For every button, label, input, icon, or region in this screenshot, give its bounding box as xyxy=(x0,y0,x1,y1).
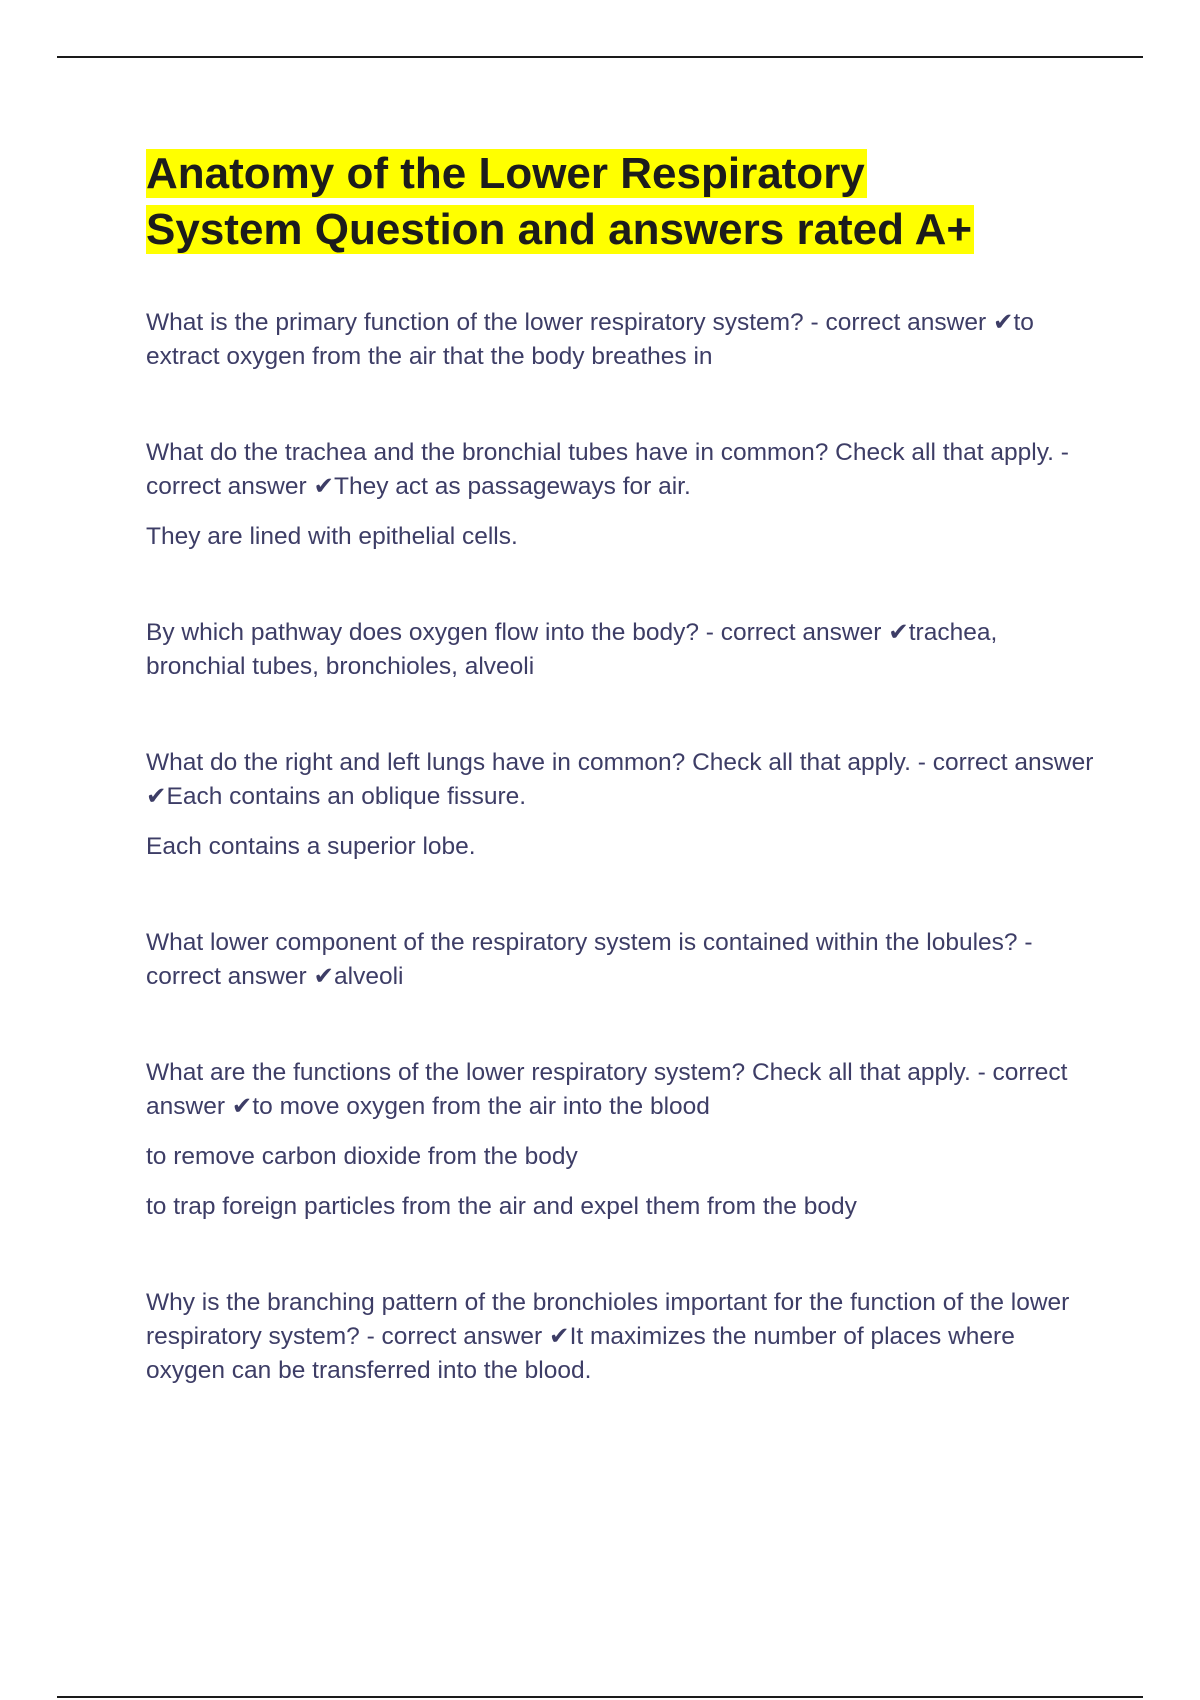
answer-extra-line: They are lined with epithelial cells. xyxy=(146,523,518,550)
question-text: What are the functions of the lower respiratory system? Check all that apply. xyxy=(146,1059,971,1086)
correct-answer-label: - correct answer xyxy=(366,1323,543,1350)
title-line-1: Anatomy of the Lower Respiratory xyxy=(146,149,865,198)
qa-question-answer xyxy=(146,926,1096,994)
answer-text: to extract oxygen from the air that the body breathes in xyxy=(146,309,1034,370)
answer-text: They act as passageways for air. xyxy=(334,473,691,500)
checkmark-icon: ✔ xyxy=(231,1093,253,1120)
question-text: By which pathway does oxygen flow into the body? xyxy=(146,619,699,646)
qa-item xyxy=(146,1056,1096,1224)
correct-answer-label: - correct answer xyxy=(146,929,1033,990)
correct-answer-label: - correct answer xyxy=(917,749,1094,776)
checkmark-icon: ✔ xyxy=(313,473,335,500)
answer-extra-line: to remove carbon dioxide from the body xyxy=(146,1143,578,1170)
answer-text: to move oxygen from the air into the blood xyxy=(252,1093,710,1120)
qa-item xyxy=(146,926,1096,994)
qa-item xyxy=(146,306,1096,374)
question-text: What is the primary function of the lower respiratory system? xyxy=(146,309,804,336)
checkmark-icon: ✔ xyxy=(992,309,1014,336)
question-text: What do the trachea and the bronchial tubes have in common? Check all that apply. xyxy=(146,439,1054,466)
question-text: What do the right and left lungs have in common? Check all that apply. xyxy=(146,749,911,776)
qa-item xyxy=(146,436,1096,554)
answer-text: trachea, bronchial tubes, bronchioles, alveoli xyxy=(146,619,998,680)
qa-question-answer xyxy=(146,436,1096,504)
answer-text: It maximizes the number of places where oxygen can be transferred into the blood. xyxy=(146,1323,1015,1384)
bottom-rule xyxy=(57,1696,1143,1698)
answer-text: alveoli xyxy=(334,963,404,990)
qa-question-answer xyxy=(146,1286,1096,1388)
qa-list xyxy=(146,306,1096,1388)
qa-question-answer xyxy=(146,616,1096,684)
title-line-2: System Question and answers rated A+ xyxy=(146,205,973,254)
qa-item xyxy=(146,616,1096,684)
question-text: Why is the branching pattern of the bronchioles important for the function of the lower respiratory system? xyxy=(146,1289,1070,1350)
correct-answer-label: - correct answer xyxy=(146,439,1069,500)
correct-answer-label: - correct answer xyxy=(810,309,987,336)
answer-text: Each contains an oblique fissure. xyxy=(166,783,527,810)
checkmark-icon: ✔ xyxy=(888,619,909,646)
qa-item xyxy=(146,1286,1096,1388)
top-rule xyxy=(57,56,1143,58)
qa-question-answer xyxy=(146,746,1096,814)
correct-answer-label: - correct answer xyxy=(146,1059,1068,1120)
checkmark-icon: ✔ xyxy=(549,1323,570,1350)
answer-extra-line: Each contains a superior lobe. xyxy=(146,833,476,860)
question-text: What lower component of the respiratory system is contained within the lobules? xyxy=(146,929,1018,956)
checkmark-icon: ✔ xyxy=(313,963,335,990)
qa-item xyxy=(146,746,1096,864)
qa-question-answer xyxy=(146,306,1096,374)
document-body xyxy=(146,146,1096,1450)
document-title xyxy=(146,146,1096,258)
correct-answer-label: - correct answer xyxy=(705,619,882,646)
answer-extra-line: to trap foreign particles from the air and expel them from the body xyxy=(146,1193,857,1220)
checkmark-icon: ✔ xyxy=(146,783,167,810)
qa-question-answer xyxy=(146,1056,1096,1124)
